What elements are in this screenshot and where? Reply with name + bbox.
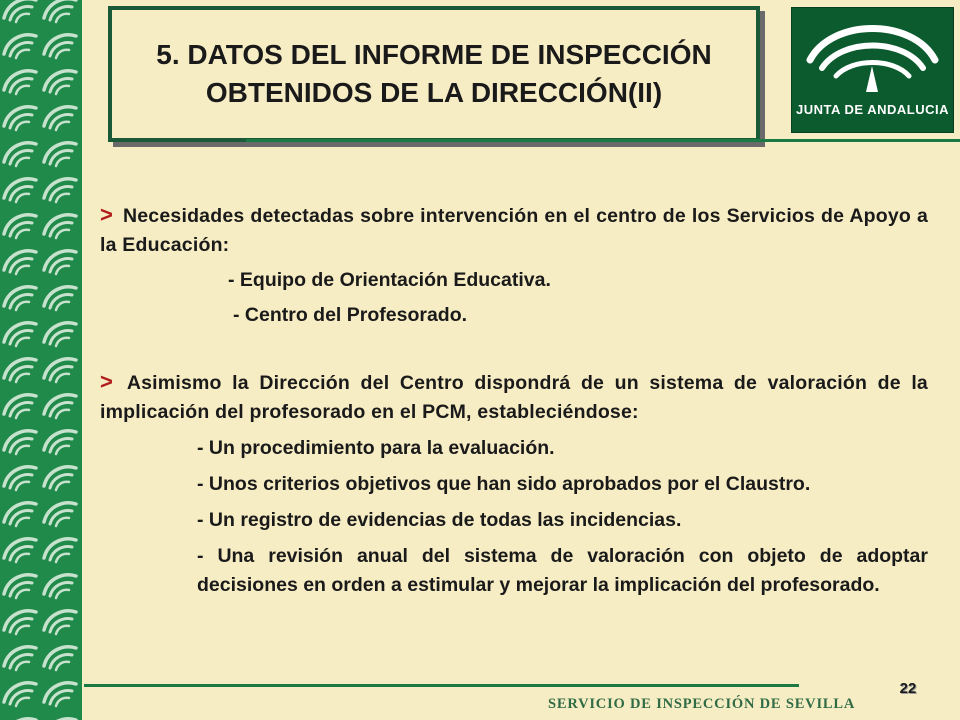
section-valuation-text: Asimismo la Dirección del Centro dispondrá de un sistema de valoración de la implicación del profesorado en el PCM, estableciéndose:: [100, 372, 928, 423]
decorative-left-strip: [0, 0, 82, 720]
main-content: [100, 200, 928, 600]
footer-text: SERVICIO DE INSPECCIÓN DE SEVILLA: [548, 696, 856, 712]
bullet-arrow-icon: >: [100, 202, 114, 227]
list-item: - Una revisión anual del sistema de valoración con objeto de adoptar decisiones en orden a estimular y mejorar la implicación del profesorado.: [197, 545, 928, 596]
junta-andalucia-logo: [791, 7, 954, 133]
list-item: - Equipo de Orientación Educativa.: [228, 269, 551, 291]
list-item: - Centro del Profesorado.: [233, 304, 468, 326]
page-number: 22: [899, 680, 917, 697]
footer-divider: [84, 684, 799, 687]
section-needs-text: Necesidades detectadas sobre intervención en el centro de los Servicios de Apoyo a la Educación:: [100, 205, 928, 256]
title-underline: [246, 139, 960, 142]
andalucia-swoosh-icon: [0, 0, 82, 720]
bullet-arrow-icon: >: [100, 369, 114, 394]
logo-text: JUNTA DE ANDALUCIA: [796, 102, 949, 117]
title-box: [108, 6, 760, 142]
page-title: 5. DATOS DEL INFORME DE INSPECCIÓN OBTENIDOS DE LA DIRECCIÓN(II): [156, 39, 712, 108]
list-item: - Unos criterios objetivos que han sido aprobados por el Claustro.: [197, 473, 811, 495]
list-item: - Un registro de evidencias de todas las incidencias.: [197, 509, 682, 531]
section-valuation: [100, 367, 928, 427]
list-item: - Un procedimiento para la evaluación.: [197, 437, 555, 459]
section-needs: [100, 200, 928, 260]
